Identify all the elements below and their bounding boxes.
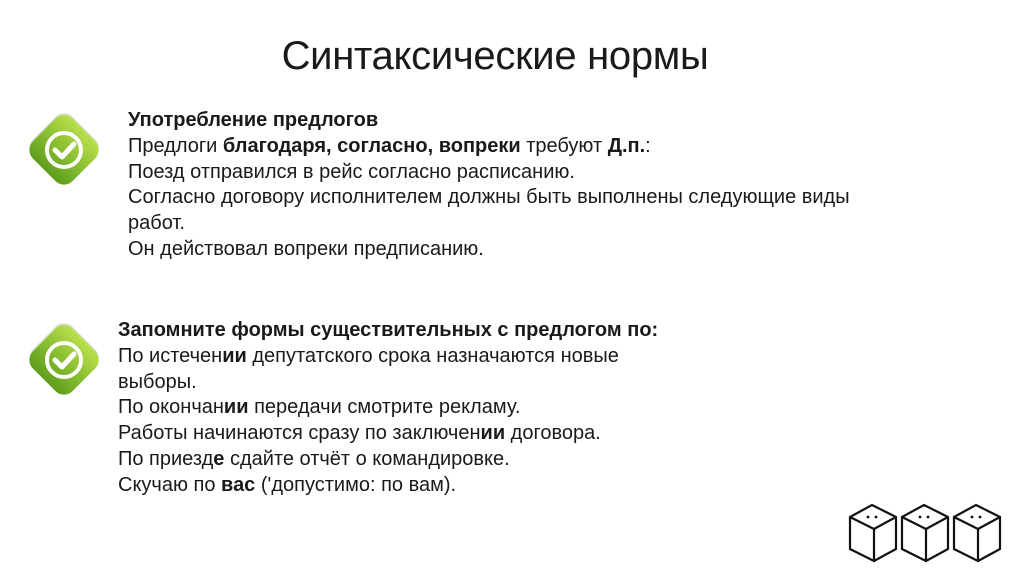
text-segment: передачи смотрите рекламу. [248, 396, 521, 419]
text-segment: Предлоги [128, 134, 223, 157]
text-line [118, 344, 658, 370]
emphasis-text: Д.п. [607, 134, 646, 157]
text-segment: Он действовал вопреки предписанию. [128, 237, 484, 260]
text-segment: сдайте отчёт о командировке. [224, 447, 510, 470]
emphasis-text: ии [223, 396, 249, 419]
text-line [118, 473, 658, 499]
text-line [118, 421, 658, 447]
text-segment: По окончан [118, 396, 224, 419]
check-badge-icon [20, 318, 108, 406]
text-line [128, 134, 850, 160]
text-line [128, 211, 850, 237]
text-line [118, 395, 658, 421]
section-heading: Употребление предлогов [128, 109, 379, 131]
text-segment: : [645, 134, 651, 157]
emphasis-text: вас [221, 473, 256, 496]
text-segment: Согласно договору исполнителем должны быть выполнены следующие виды [128, 186, 850, 209]
emphasis-text: ии [222, 344, 247, 367]
text-segment: Работы начинаются сразу по заключен [118, 422, 481, 445]
text-segment: ('допустимо: по вам). [255, 473, 457, 496]
emphasis-text: благодаря, согласно, вопреки [222, 134, 521, 157]
text-segment: Поезд отправился в рейс согласно расписанию. [128, 160, 575, 183]
text-segment: договора. [505, 422, 601, 445]
text-line [118, 370, 658, 396]
cubes-decoration-icon [848, 499, 1008, 570]
text-segment: Скучаю по [118, 473, 222, 496]
text-segment: работ. [128, 212, 185, 235]
emphasis-text: е [213, 447, 225, 470]
text-line [118, 447, 658, 473]
section-prepositions [128, 108, 850, 263]
text-line [128, 237, 850, 263]
section-heading: Запомните формы существительных с предлогом по: [118, 319, 659, 341]
check-badge-icon [20, 108, 108, 196]
text-segment: требуют [520, 134, 608, 157]
text-line [128, 160, 850, 186]
text-segment: депутатского срока назначаются новые [246, 344, 619, 367]
emphasis-text: ии [480, 422, 506, 445]
text-segment: По приезд [118, 447, 214, 470]
text-segment: выборы. [118, 370, 197, 393]
slide-title: Синтаксические нормы [281, 34, 709, 78]
text-segment: По истечен [118, 344, 223, 367]
text-line [128, 185, 850, 211]
section-noun-forms [118, 318, 658, 499]
